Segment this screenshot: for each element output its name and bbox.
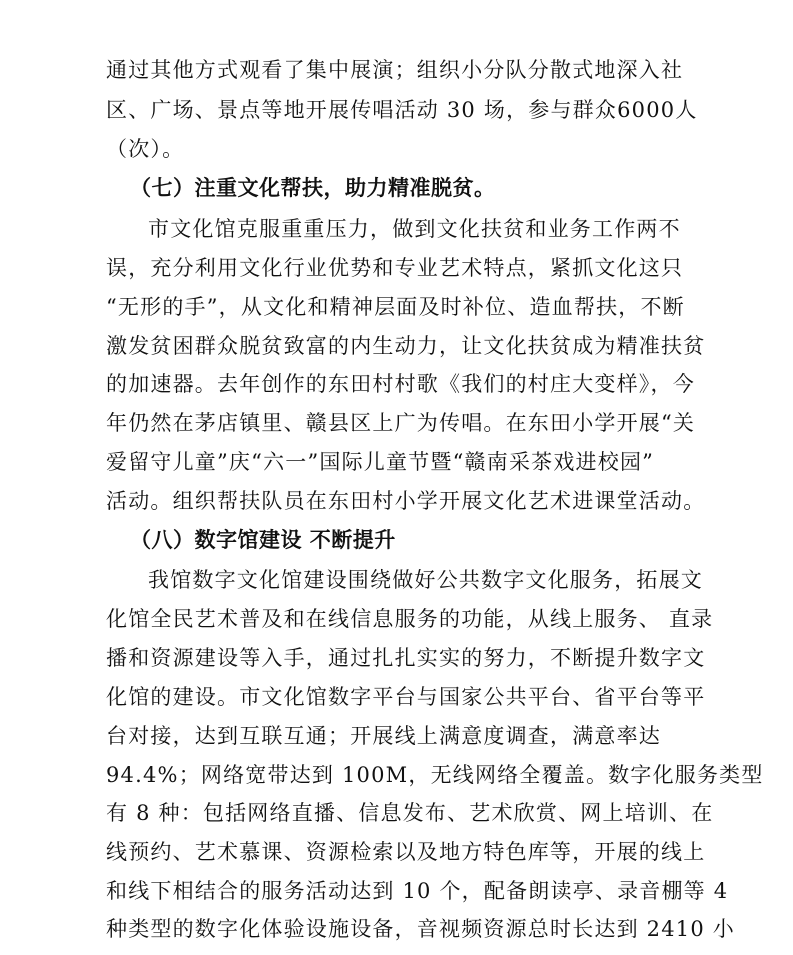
- paragraph-line: 化馆的建设。市文化馆数字平台与国家公共平台、省平台等平: [106, 685, 706, 709]
- paragraph-line: 的加速器。去年创作的东田村村歌《我们的村庄大变样》，今: [106, 372, 695, 396]
- paragraph-line: 激发贫困群众脱贫致富的内生动力，让文化扶贫成为精准扶贫: [106, 334, 706, 358]
- paragraph-line: 94.4%；网络宽带达到 100M，无线网络全覆盖。数字化服务类型: [106, 763, 764, 787]
- paragraph-line: 线预约、艺术慕课、资源检索以及地方特色库等，开展的线上: [106, 840, 706, 864]
- section-heading-7: （七）注重文化帮扶，助力精准脱贫。: [130, 176, 496, 200]
- paragraph-line: 有 8 种：包括网络直播、信息发布、艺术欣赏、网上培训、在: [106, 801, 714, 825]
- paragraph-line: 通过其他方式观看了集中展演；组织小分队分散式地深入社: [106, 58, 684, 82]
- paragraph-line: 误，充分利用文化行业优势和专业艺术特点，紧抓文化这只: [106, 256, 684, 280]
- paragraph-line: 播和资源建设等入手，通过扎扎实实的努力，不断提升数字文: [106, 646, 706, 670]
- paragraph-line: 我馆数字文化馆建设围绕做好公共数字文化服务，拓展文: [148, 568, 703, 592]
- paragraph-line: 化馆全民艺术普及和在线信息服务的功能，从线上服务、 直录: [106, 607, 714, 631]
- paragraph-line: “无形的手”，从文化和精神层面及时补位、造血帮扶，不断: [106, 295, 685, 319]
- paragraph-line: 台对接，达到互联互通；开展线上满意度调查，满意率达: [106, 724, 661, 748]
- section-heading-8: （八）数字馆建设 不断提升: [130, 528, 396, 552]
- paragraph-line: 种类型的数字化体验设施设备，音视频资源总时长达到 2410 小: [106, 917, 735, 941]
- paragraph-line: 年仍然在茅店镇里、赣县区上广为传唱。在东田小学开展“关: [106, 411, 696, 435]
- paragraph-line: 市文化馆克服重重压力，做到文化扶贫和业务工作两不: [148, 217, 681, 241]
- paragraph-line: 爱留守儿童”庆“六一”国际儿童节暨“赣南采茶戏进校园”: [106, 450, 655, 474]
- paragraph-line: 和线下相结合的服务活动达到 10 个，配备朗读亭、录音棚等 4: [106, 879, 729, 903]
- paragraph-line: （次）。: [106, 137, 185, 161]
- paragraph-line: 区、广场、景点等地开展传唱活动 30 场，参与群众6000人: [106, 98, 698, 122]
- paragraph-line: 活动。组织帮扶队员在东田村小学开展文化艺术进课堂活动。: [106, 489, 706, 513]
